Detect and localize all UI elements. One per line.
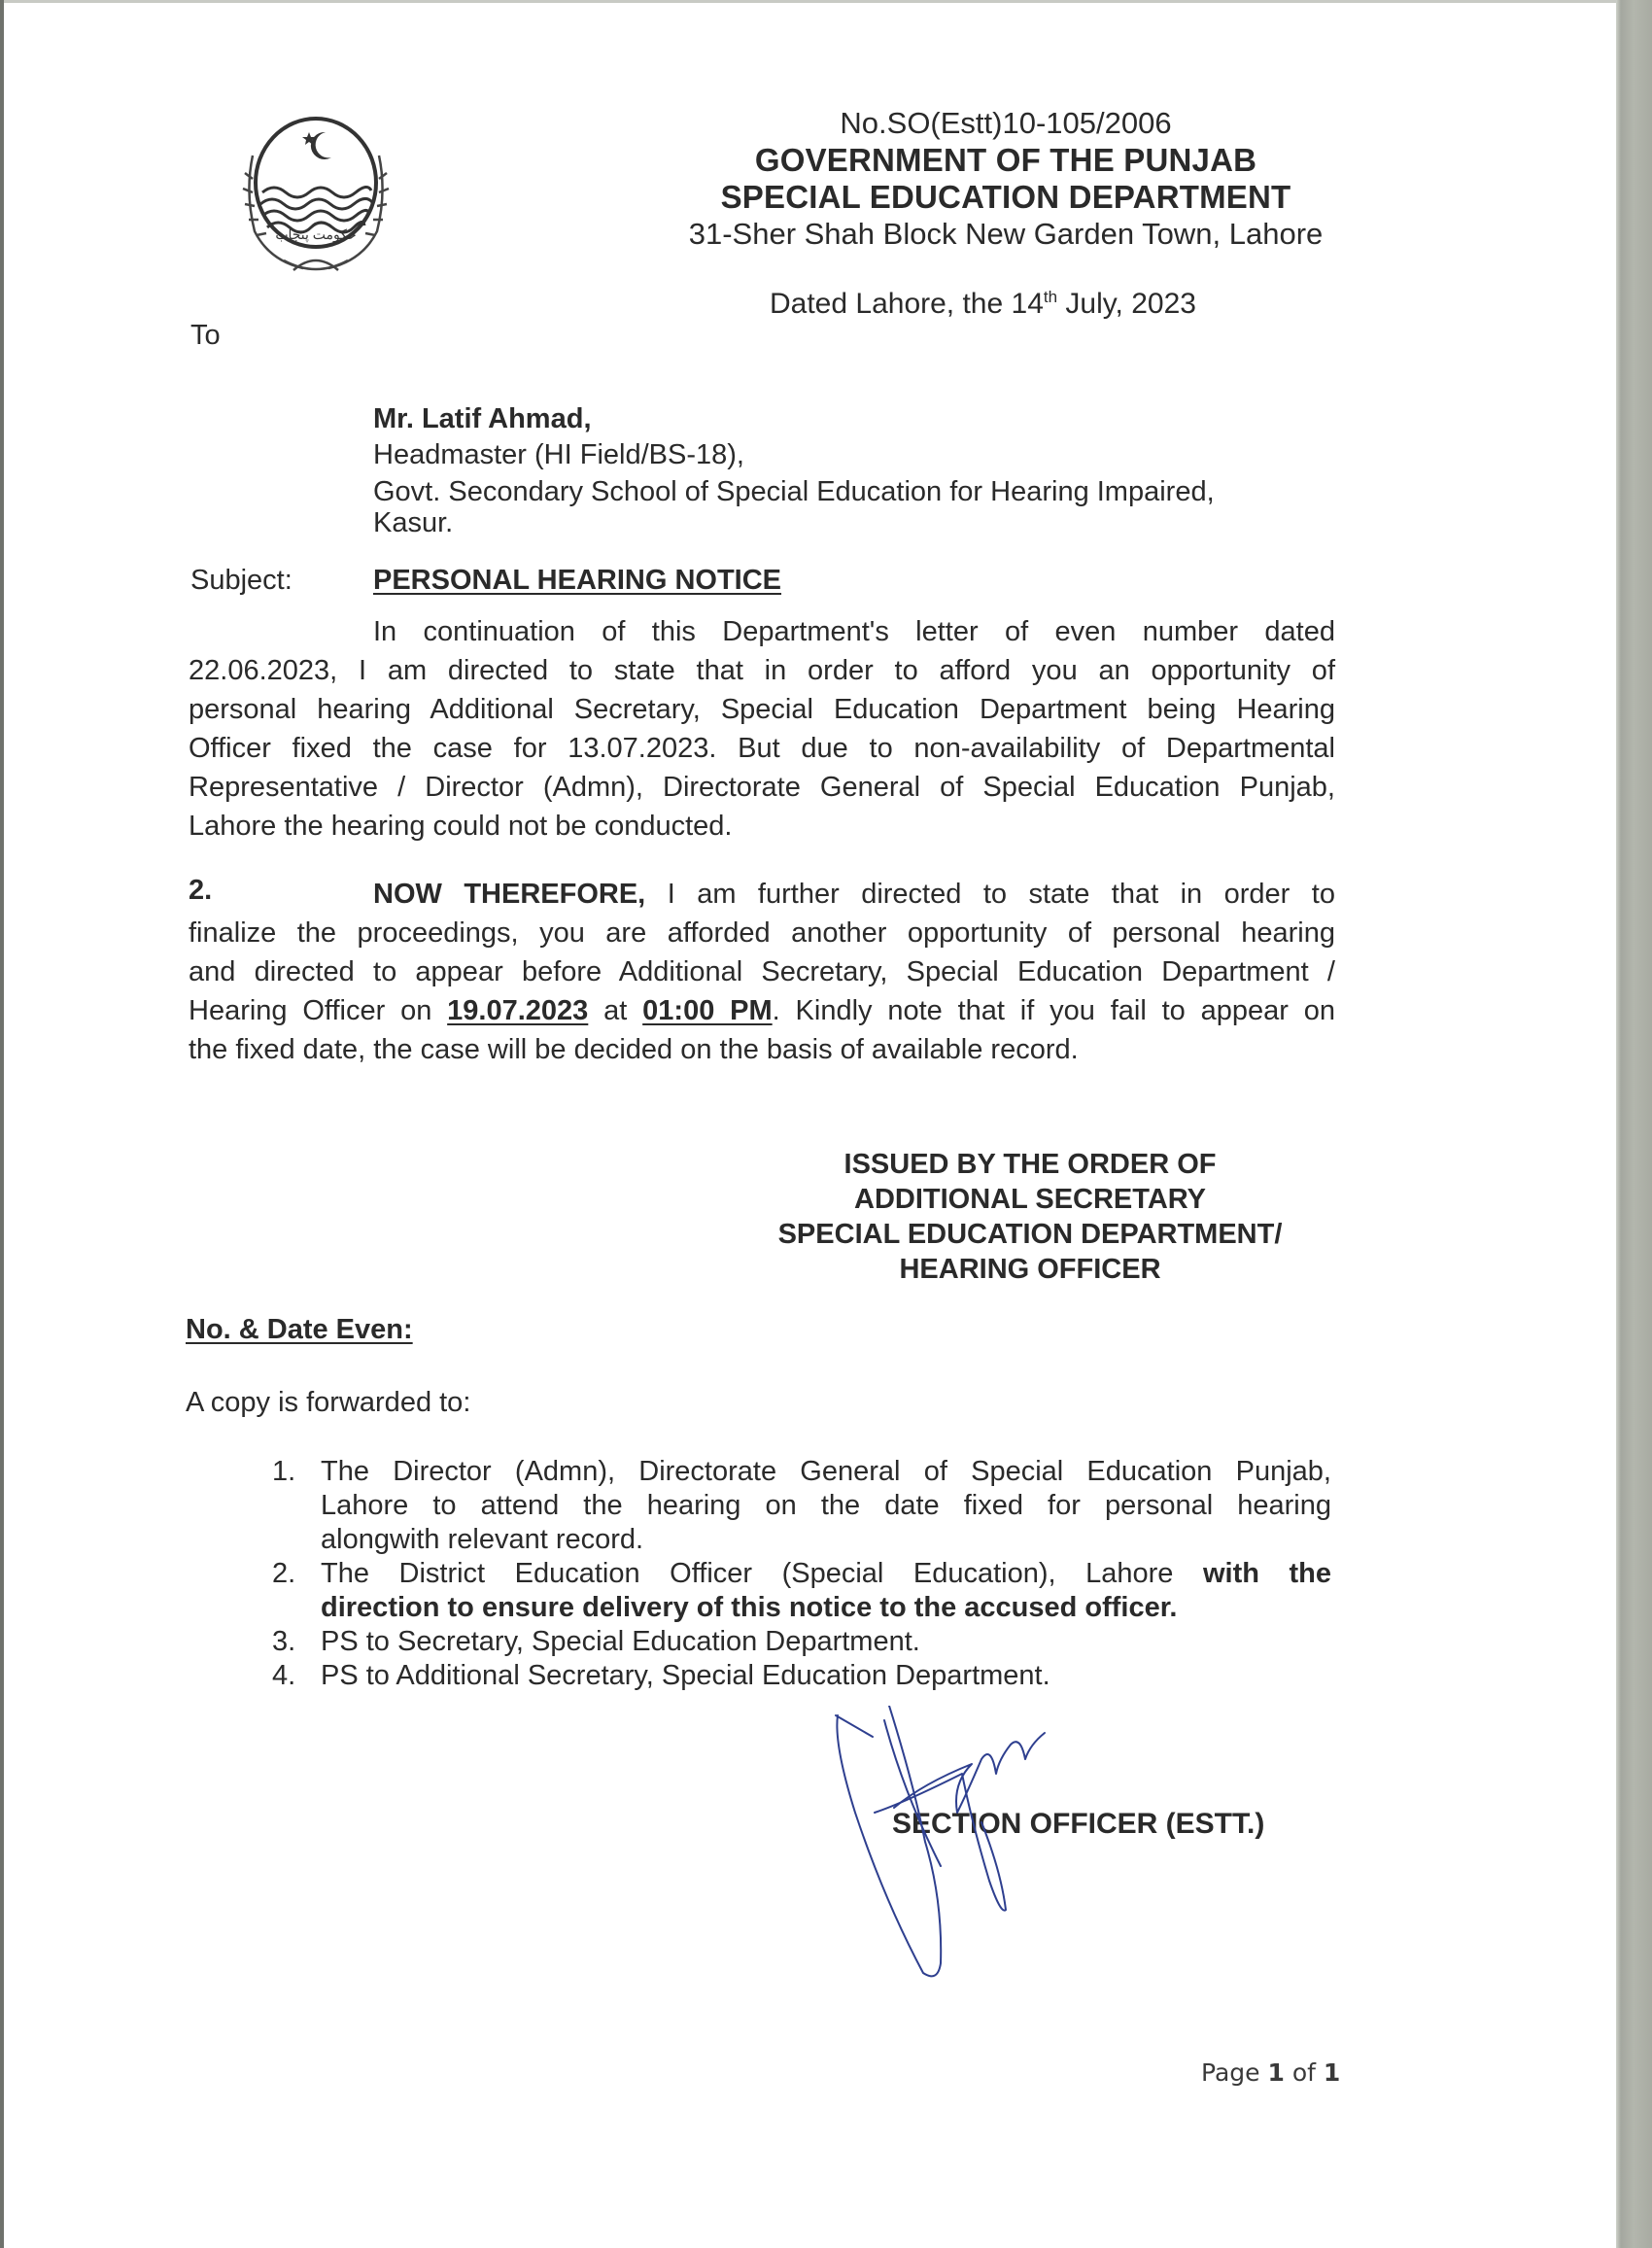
emblem-caption: حکومت پنجاب [275, 226, 357, 242]
letter-date: Dated Lahore, the 14th July, 2023 [770, 288, 1196, 320]
copy-list [272, 1455, 1331, 1693]
paragraph-2-number: 2. [189, 875, 213, 906]
recipient-city: Kasur. [373, 507, 454, 538]
scan-edge-right [1616, 0, 1652, 2248]
signatory-title: SECTION OFFICER (ESTT.) [892, 1808, 1265, 1840]
letterhead [622, 105, 1390, 253]
page-indicator: Page 1 of 1 [1201, 2058, 1341, 2087]
paragraph-2: NOW THEREFORE, I am further directed to state that in order to finalize the proceedings, you are afforded another opportunity of personal hearing and directed to appear before Additional Secretary, Special Education Department / Hearing Officer on 19.07.2023 at 01:00 PM. Kindly note that if you fail to appear on the fixed date, the case will be decided on the basis of available record. [189, 879, 1335, 1065]
copy-list-item: 4. PS to Additional Secretary, Special Education Department. [272, 1660, 1050, 1691]
signature-icon [826, 1706, 1118, 1988]
reference-number: No.SO(Estt)10-105/2006 [840, 106, 1172, 140]
recipient-name: Mr. Latif Ahmad, [373, 403, 592, 434]
hearing-date: 19.07.2023 [447, 995, 589, 1026]
hearing-time: 01:00 PM [642, 995, 773, 1026]
recipient-designation: Headmaster (HI Field/BS-18), [373, 439, 744, 470]
no-date-even-heading: No. & Date Even: [186, 1314, 413, 1345]
paragraph-1: In continuation of this Department's letter of even number dated 22.06.2023, I am directed to state that in order to afford you an opportunity of personal hearing Additional Secretary, Special Education Department being Hearing Officer fixed the case for 13.07.2023. But due to non-availability of Departmental Representative / Director (Admn), Directorate General of Special Education Punjab, Lahore the hearing could not be conducted. [189, 616, 1335, 842]
department-address: 31-Sher Shah Block New Garden Town, Lahore [688, 217, 1324, 251]
to-label: To [190, 320, 221, 351]
copy-list-item: 2. The District Education Officer (Special Education), Lahore with the direction to ensure delivery of this notice to the accused officer. [272, 1558, 1331, 1623]
issued-by-block: ISSUED BY THE ORDER OF ADDITIONAL SECRETARY SPECIAL EDUCATION DEPARTMENT/ HEARING OFFICER [777, 1149, 1283, 1285]
recipient-school: Govt. Secondary School of Special Education for Hearing Impaired, [373, 476, 1215, 507]
subject-label: Subject: [190, 565, 293, 596]
department-name: SPECIAL EDUCATION DEPARTMENT [720, 179, 1291, 215]
government-name: GOVERNMENT OF THE PUNJAB [754, 142, 1257, 178]
punjab-emblem-icon [216, 105, 416, 280]
document-page [4, 3, 1616, 2248]
copy-list-item: 3. PS to Secretary, Special Education Department. [272, 1626, 920, 1657]
copy-forwarded-intro: A copy is forwarded to: [186, 1387, 471, 1418]
subject-title: PERSONAL HEARING NOTICE [373, 565, 782, 596]
copy-list-item: 1. The Director (Admn), Directorate General of Special Education Punjab, Lahore to attend the hearing on the date fixed for personal hearing alongwith relevant record. [272, 1456, 1331, 1555]
